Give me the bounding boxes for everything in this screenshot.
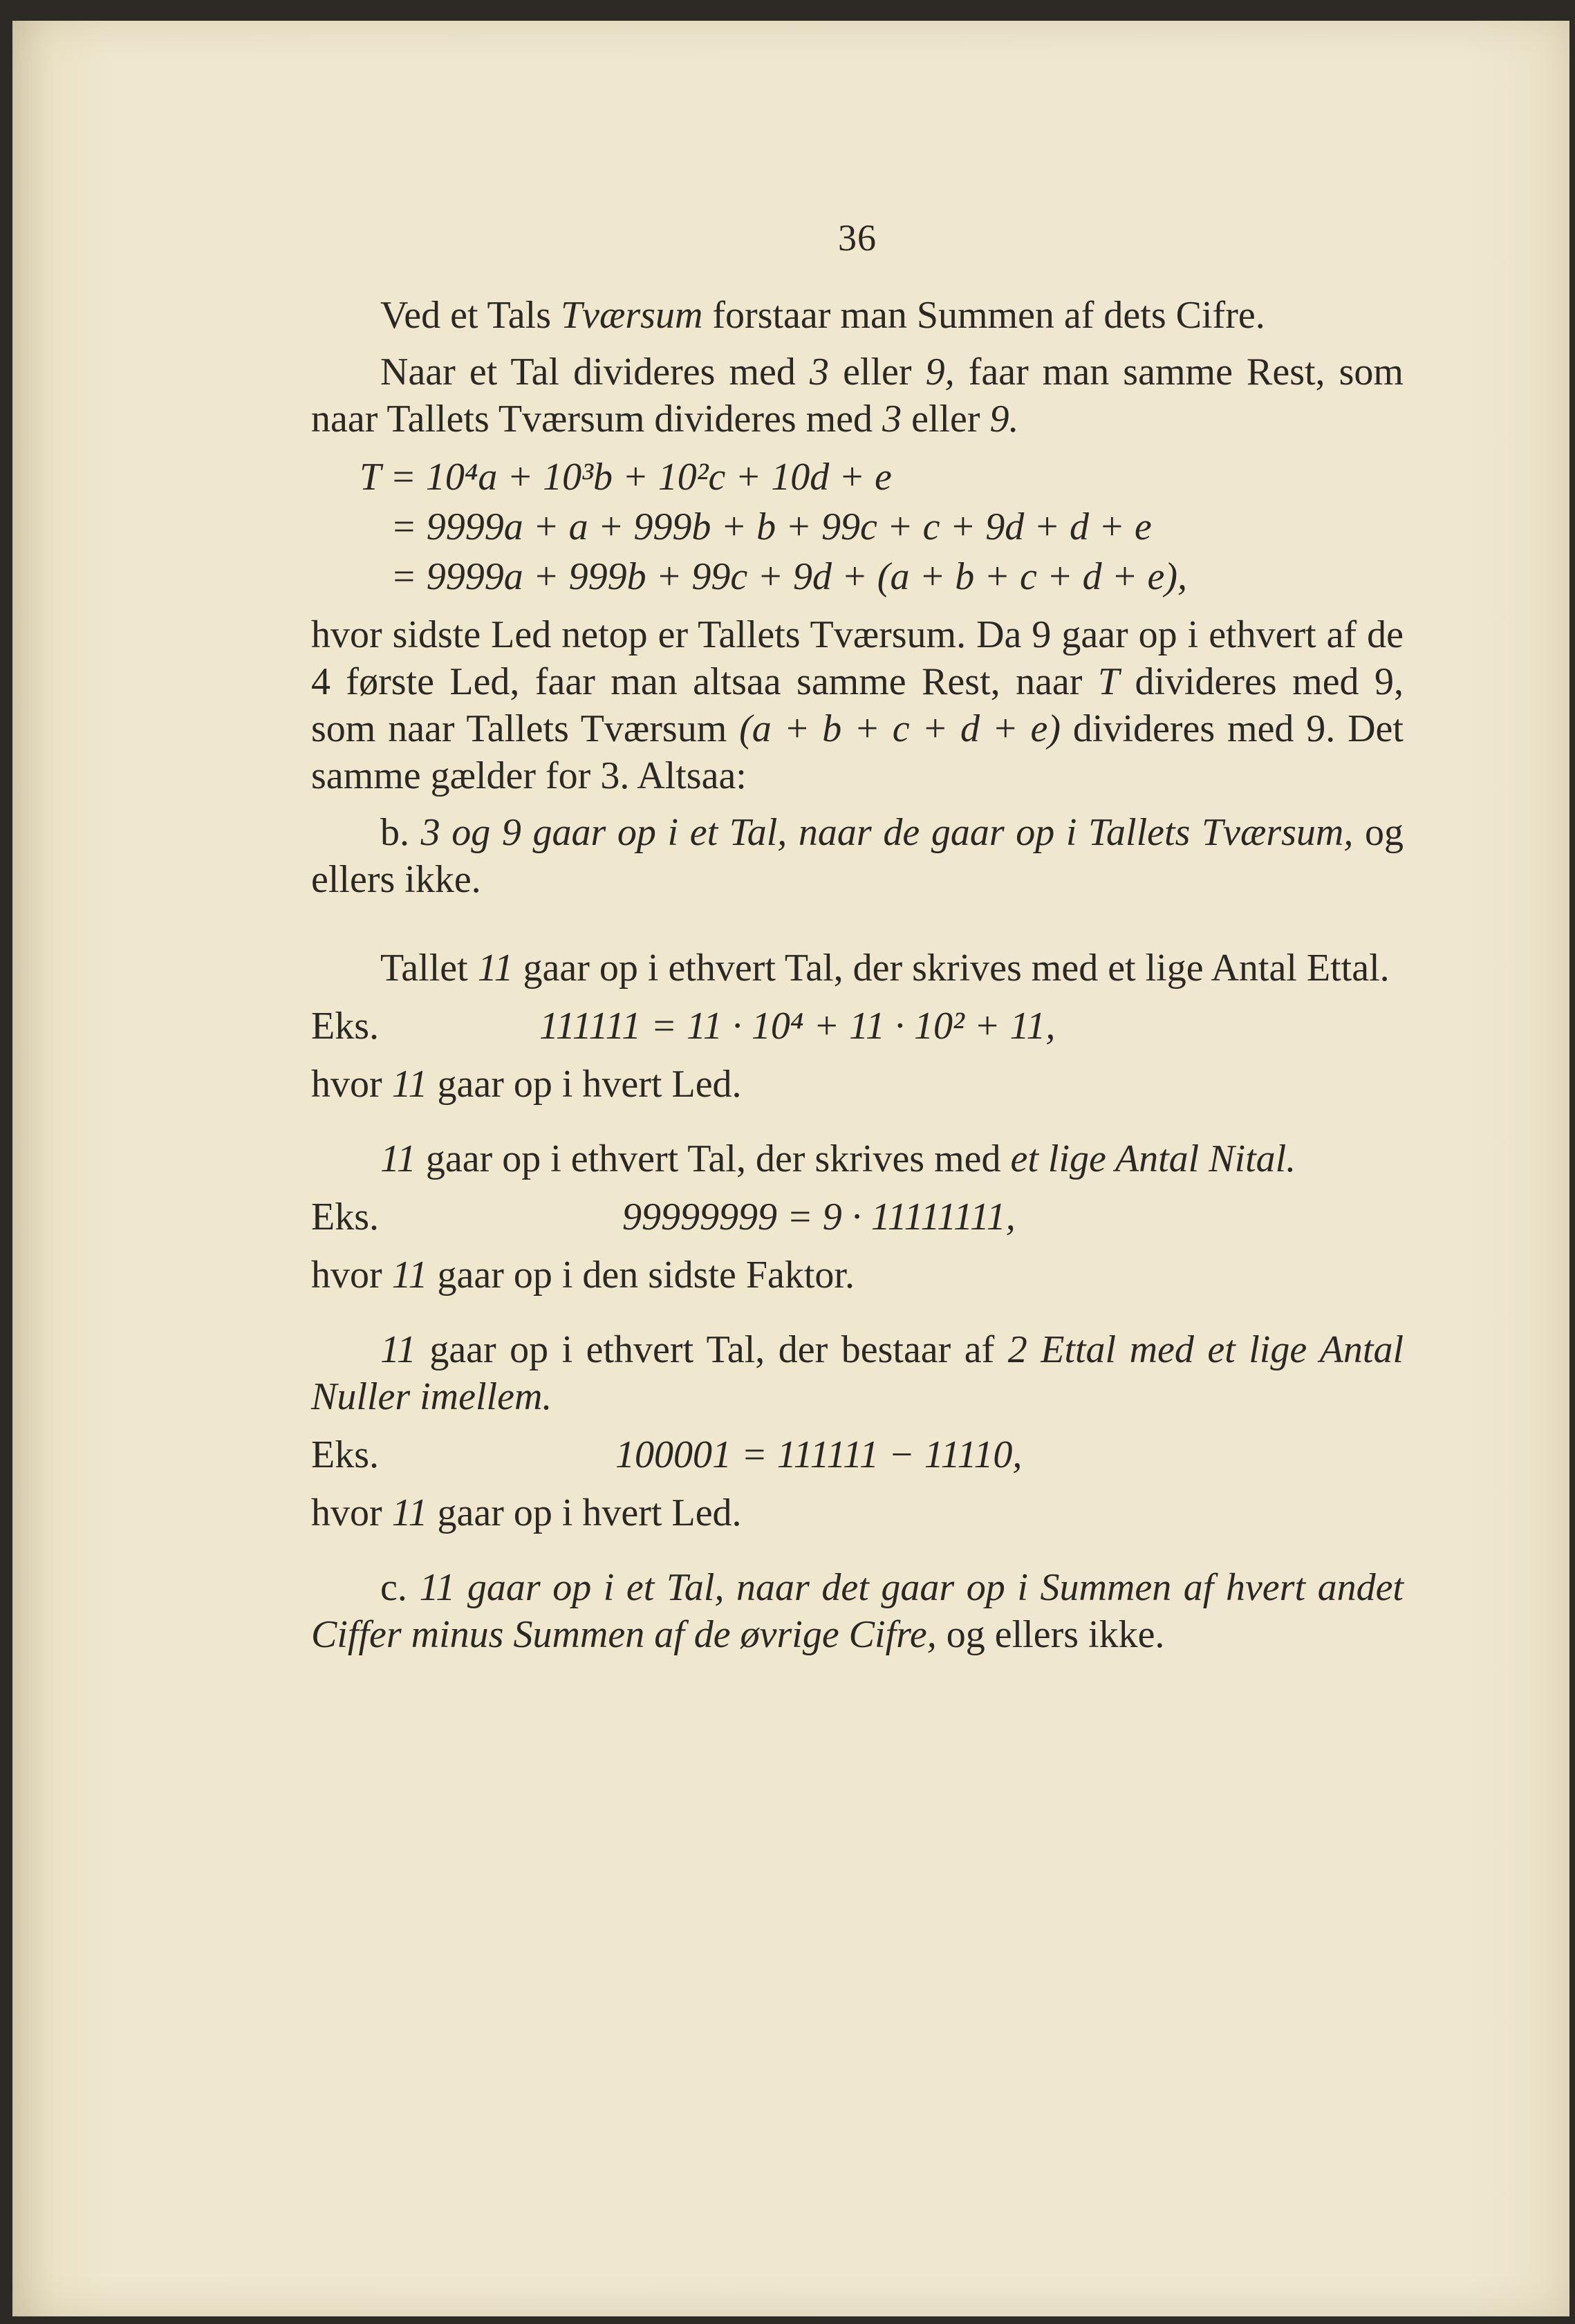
rule-text: 11 gaar op i et Tal, naar det gaar op i Summen af hvert andet Ciffer minus Summen af de øvrige Cifre, (311, 1566, 1404, 1656)
text-run: Naar et Tal divideres med (380, 351, 810, 393)
text-run: gaar op i ethvert Tal, der skrives med (416, 1137, 1011, 1180)
emphasis-text: 2 Ettal med et lige Antal Nuller imellem. (311, 1328, 1404, 1418)
text-run: hvor (311, 1063, 392, 1106)
text-run: divideres med 9. Det samme gælder for 3. Altsaa: (311, 707, 1404, 797)
text-run: og ellers ikke. (936, 1613, 1165, 1656)
example-formula: 99999999 = 9 · 11111111, (622, 1196, 1016, 1238)
page-number: 36 (838, 217, 877, 259)
variable-T: T (1097, 660, 1120, 703)
text-run: Ved et Tals (380, 294, 561, 337)
rule-text: 3 og 9 gaar op i et Tal, naar de gaar op i Tallets Tværsum, (420, 811, 1354, 854)
example-2 (311, 1192, 1404, 1242)
equation-line-1: T = 10⁴a + 10³b + 10²c + 10d + e (360, 456, 892, 499)
book-page (14, 21, 1569, 2316)
number-italic: 11 (391, 1254, 428, 1296)
equation-line-3: = 9999a + 999b + 99c + 9d + (a + b + c + d + e), (391, 555, 1187, 598)
text-run: eller (829, 351, 926, 393)
example-formula: 100001 = 111111 − 11110, (615, 1433, 1023, 1476)
emphasis-text: et lige Antal Nital. (1010, 1137, 1296, 1180)
text-run: Tallet (380, 947, 478, 989)
paragraph-proof (311, 611, 1404, 799)
text-run: hvor (311, 1254, 392, 1296)
text-run: hvor sidste Led netop er Tallets Tværsum. Da 9 gaar op i ethvert af de 4 første Led, faar man altsaa samme Rest, naar (311, 613, 1404, 703)
text-run: gaar op i hvert Led. (427, 1063, 742, 1106)
number-italic: 11 (380, 1137, 416, 1180)
example-1 (311, 1001, 1404, 1051)
equation-line-2: = 9999a + a + 999b + b + 99c + c + 9d + d + e (391, 505, 1152, 548)
sum-expression: (a + b + c + d + e) (739, 707, 1061, 750)
example-label: Eks. (311, 1196, 379, 1238)
text-run: faar man samme Rest, som naar Tallets Tværsum divideres med (311, 351, 1404, 440)
number-italic: 3 (810, 351, 829, 393)
number-italic: 3 (882, 398, 902, 440)
number-italic: 11 (477, 947, 514, 989)
rule-c (311, 1564, 1404, 1658)
example-label: Eks. (311, 1433, 379, 1476)
paragraph-tvaersum-definition (311, 292, 1404, 339)
text-run: gaar op i den sidste Faktor. (427, 1254, 855, 1296)
example-1-note (311, 1061, 1404, 1108)
term-tvaersum: Tværsum (561, 294, 703, 337)
number-italic: 11 (380, 1328, 416, 1371)
number-italic: 11 (391, 1063, 428, 1106)
text-run: divideres med 9, som naar Tallets Tværsum (311, 660, 1404, 750)
paragraph-rest-statement (311, 348, 1404, 443)
text-run: og ellers ikke. (311, 811, 1404, 901)
example-label: Eks. (311, 1005, 379, 1048)
number-italic: 9. (989, 398, 1019, 440)
text-run: hvor (311, 1491, 392, 1534)
example-formula: 111111 = 11 · 10⁴ + 11 · 10² + 11, (539, 1005, 1056, 1048)
text-run: forstaar man Summen af dets Cifre. (702, 294, 1265, 337)
paragraph-eleven-nital (311, 1135, 1404, 1182)
paragraph-eleven-ettal (311, 945, 1404, 992)
example-3-note (311, 1489, 1404, 1536)
text-run: gaar op i ethvert Tal, der skrives med et lige Antal Ettal. (513, 947, 1390, 989)
paragraph-eleven-nuller (311, 1326, 1404, 1420)
text-run: gaar op i ethvert Tal, der bestaar af (416, 1328, 1008, 1371)
number-italic: 11 (391, 1491, 428, 1534)
text-run: gaar op i hvert Led. (427, 1491, 742, 1534)
rule-letter: b. (380, 811, 409, 854)
rule-letter: c. (380, 1566, 407, 1609)
rule-b (311, 809, 1404, 903)
number-italic: 9, (925, 351, 955, 393)
example-3 (311, 1430, 1404, 1480)
text-run: eller (902, 398, 990, 440)
example-2-note (311, 1252, 1404, 1299)
page-text (311, 201, 1404, 1658)
equation-block (311, 452, 1404, 602)
